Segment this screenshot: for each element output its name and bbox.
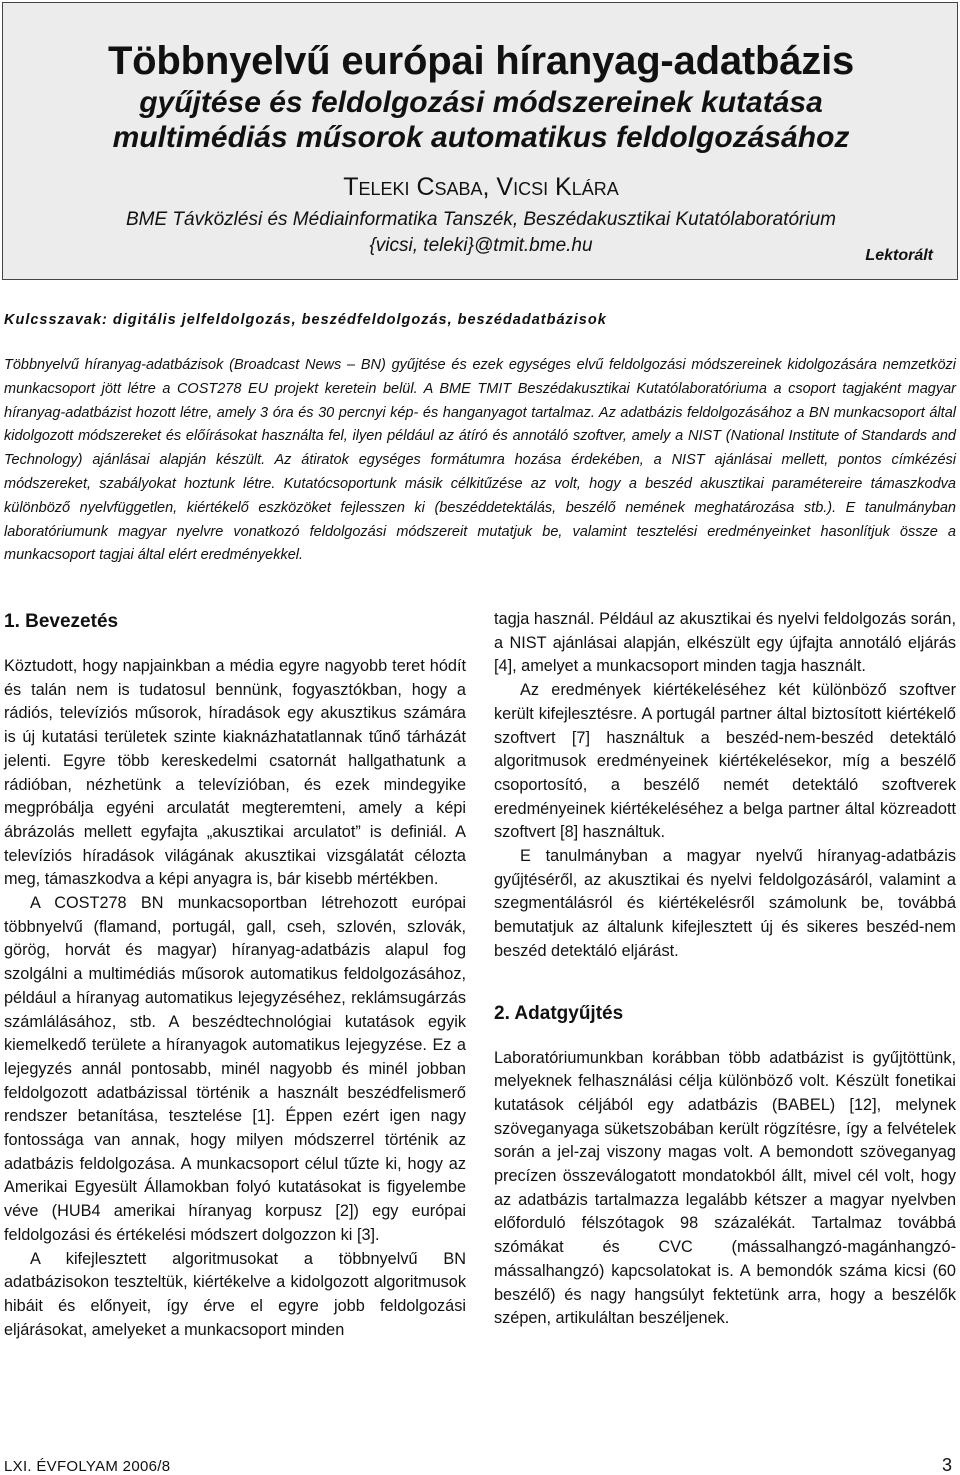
paragraph: tagja használ. Például az akusztikai és nyelvi feldolgozás során, a NIST ajánlásai alapján, elkészült egy újfajta annotáló eljárás [4], amelyet a munkacsoport minden tagja használt. [494, 610, 956, 676]
section-heading-introduction: 1. Bevezetés [4, 611, 119, 632]
paragraph: A kifejlesztett algoritmusokat a többnyelvű BN adatbázisokon teszteltük, kiértékelve a kidolgozott algoritmusok hibáit és előnyeit, így érve el egyre jobb feldolgozási eljárásokat, amelyeket a munkacsoport minden [4, 1249, 466, 1339]
paper-subtitle-line-1: gyűjtése és feldolgozási módszereinek kutatása [139, 86, 823, 119]
right-column [494, 608, 956, 1331]
paragraph: E tanulmányban a magyar nyelvű híranyag-adatbázis gyűjtéséről, az akusztikai és nyelvi feldolgozásáról, valamint a szegmentálásról és kiértékelésről számolunk be, továbbá bemutatjuk az általunk kifejlesztett új és sikeres beszéd-nem beszéd detektáló eljárást. [494, 847, 956, 960]
paragraph: Az eredmények kiértékeléséhez két különböző szoftver került kifejlesztésre. A portugál partner által biztosított kiértékelő szoftvert [7] használtuk a beszéd-nem-beszéd detektáló algoritmusok eredményeinek kiértékelésekor, míg a beszélő csoportosító, a beszélő nemét detektáló szoftverek eredményeinek kiértékeléséhez a belga partner által közreadott szoftvert [8] használtuk. [494, 681, 956, 842]
paragraph: Köztudott, hogy napjainkban a média egyre nagyobb teret hódít és talán nem is tudatosul bennünk, fogyasztókban, hogy a rádiós, televíziós műsorok, híradások egy akusztikus számára is új kutatási területek szinte kiaknázhatatlannak tűnő tárházát jelenti. Egyre több kereskedelmi csatornát hallgathatunk a rádióban, nézhetünk a televízióban, és ezek mindegyike megpróbálja egyéni arculatát megteremteni, amely a képi ábrázolás mellett egyfajta „akusztikai arculatot” is definiál. A televíziós híradások világának akusztikai vizsgálatát célozta meg, támaszkodva a képi anyagra is, bár kisebb mértékben. [4, 657, 466, 889]
section-heading-data-collection: 2. Adatgyűjtés [494, 1002, 624, 1024]
keywords: Kulcsszavak: digitális jelfeldolgozás, beszédfeldolgozás, beszédadatbázisok [4, 312, 607, 328]
paper-title: Többnyelvű európai híranyag-adatbázis [107, 39, 855, 83]
left-column [4, 608, 466, 1342]
author-emails: {vicsi, teleki}@tmit.bme.hu [369, 235, 593, 256]
paragraph: A COST278 BN munkacsoportban létrehozott európai többnyelvű (flamand, portugál, gall, cseh, szlovén, szlovák, görög, horvát és magyar) híranyag-adatbázis alapul fog szolgálni a multimédiás műsorok automatikus feldolgozásához, például a híranyag automatikus lejegyzéséhez, reklámsugárzás számlálásához, stb. A beszédtechnológiai kutatások egyik kiemelkedő területe a híranyagok automatikus lejegyzése. Ez a lejegyzés annál pontosabb, minél nagyobb és minél jobban feldolgozott adatbázissal történik a használt beszédfelismerő rendszer betanítása, tesztelése [1]. Éppen ezért igen nagy fontossága van annak, hogy milyen módszerrel történik az adatbázis feldolgozása. A munkacsoport célul tűzte ki, hogy az Amerikai Egyesült Államokban folyó kutatásokat is figyelembe véve (HUB4 amerikai híranyag korpusz [2]) egy európai feldolgozási és értékelési módszert dolgozzon ki [3]. [4, 894, 466, 1244]
paper-subtitle-line-2: multimédiás műsorok automatikus feldolgozásához [112, 121, 850, 154]
reviewed-badge: Lektorált [865, 247, 933, 264]
title-header-box [2, 2, 958, 280]
affiliation: BME Távközlési és Médiainformatika Tanszék, Beszédakusztikai Kutatólaboratórium [125, 209, 836, 230]
paragraph: Laboratóriumunkban korábban több adatbázist is gyűjtöttünk, melyeknek felhasználási célja különböző volt. Készült fonetikai kutatások céljából egy adatbázis (BABEL) [12], melynek szöveganyaga süketszobában került rögzítésre, így a felvételek során a jel-zaj viszony magas volt. A bemondott szöveganyag precízen összeválogatott mondatokból állt, mivel cél volt, hogy az adatbázis tartalmazza legalább kétszer a magyar nyelvben előforduló félszótagok 98 százalékát. Tartalmaz továbbá szómákat és CVC (mássalhangzó-magánhangzó-mássalhangzó) kapcsolatokat is. A bemondók száma kicsi (60 beszélő) és nagy hangsúlyt fektetünk arra, hogy a beszélők szépen, artikuláltan beszéljenek. [494, 1048, 956, 1328]
authors: Teleki Csaba, Vicsi Klára [343, 173, 619, 201]
journal-volume: LXI. ÉVFOLYAM 2006/8 [4, 1458, 171, 1475]
page-number: 3 [941, 1455, 952, 1475]
abstract: Többnyelvű híranyag-adatbázisok (Broadcast News – BN) gyűjtése és ezek egységes elvű feldolgozási módszereinek kidolgozására nemzetközi munkacsoport jött létre a COST278 EU projekt keretein belül. A BME TMIT Beszédakusztikai Kutatólaboratóriuma a csoport tagjaként magyar híranyag-adatbázist hozott létre, amely 3 óra és 30 percnyi kép- és hanganyagot tartalmaz. Az adatbázis feldolgozásához a BN munkacsoport által kidolgozott módszereket és előírásokat használta fel, ilyen például az átíró és annotáló szoftver, amely a NIST (National Institute of Standards and Technology) ajánlásai alapján készült. Az átiratok egységes formátumra hozása érdekében, a NIST ajánlásai mellett, pontos címkézési módszereket, szabályokat hoztunk létre. Kutatócsoportunk másik célkitűzése az volt, hogy a beszéd akusztikai paramétereire támaszkodva különböző nyelvfüggetlen, kiértékelő eszközöket fejlesszen ki (beszéddetektálás, beszélő nemének meghatározása stb.). E tanulmányban laboratóriumunk magyar nyelvre vonatkozó feldolgozási módszereit mutatjuk be, valamint tesztelési eredményeinket hasonlítjuk össze a munkacsoport tagjai által elért eredményekkel. [4, 357, 956, 564]
